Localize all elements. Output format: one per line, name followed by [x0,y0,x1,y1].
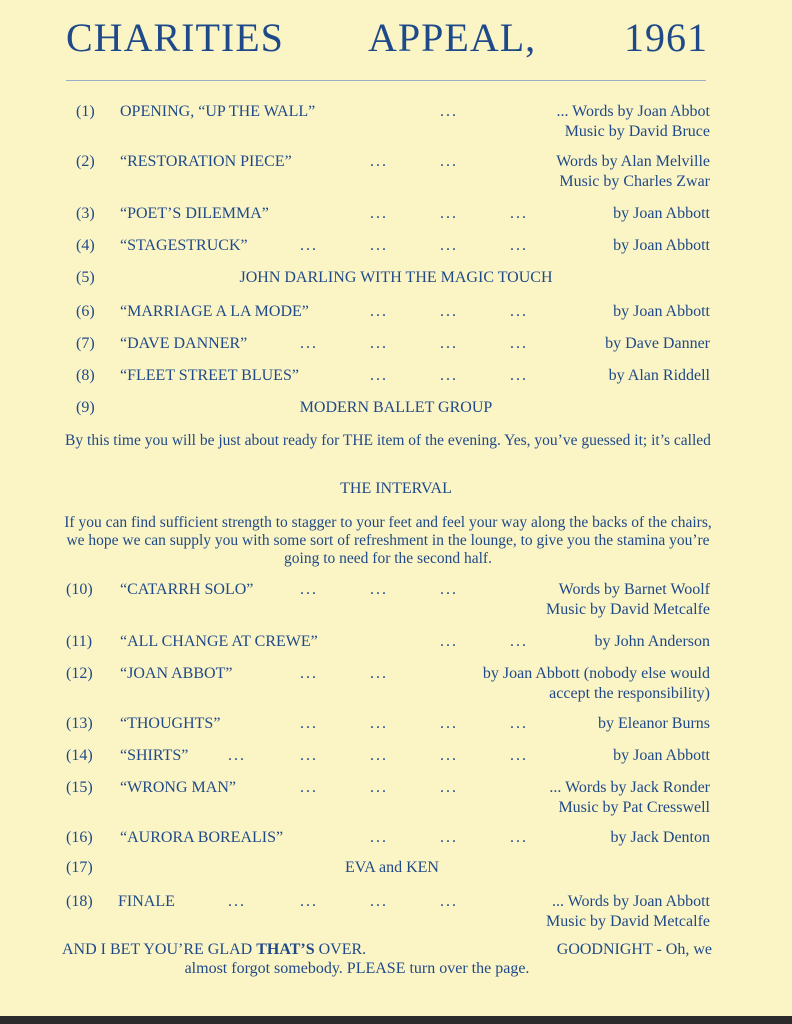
leader-dots: ... [440,335,458,352]
item-number: (10) [66,581,93,598]
leader-dots: ... [300,747,318,764]
title-divider [66,80,706,81]
item-title: “DAVE DANNER” [120,335,248,352]
item-number: (6) [76,303,95,320]
item-number: (1) [76,103,95,120]
leader-dots: ... [440,633,458,650]
item-title: FINALE [118,893,175,910]
item-credit-2: Music by David Metcalfe [546,913,710,930]
leader-dots: ... [510,303,528,320]
item-title: JOHN DARLING WITH THE MAGIC TOUCH [239,269,553,286]
item-title: “JOAN ABBOT” [120,665,233,682]
item-credit: by Dave Danner [605,335,710,352]
item-number: (13) [66,715,93,732]
page-title [64,14,714,64]
item-number: (2) [76,153,95,170]
item-number: (12) [66,665,93,682]
leader-dots: ... [300,665,318,682]
leader-dots: ... [370,303,388,320]
leader-dots: ... [440,103,458,120]
item-number: (7) [76,335,95,352]
item-credit: by Joan Abbott [613,303,710,320]
leader-dots: ... [440,153,458,170]
leader-dots: ... [228,747,246,764]
leader-dots: ... [300,893,318,910]
item-number: (4) [76,237,95,254]
item-credit: by John Anderson [594,633,710,650]
title-charities: CHARITIES [66,15,284,60]
item-credit-2: Music by David Metcalfe [546,601,710,618]
leader-dots: ... [370,829,388,846]
leader-dots: ... [300,715,318,732]
leader-dots: ... [440,237,458,254]
item-credit: by Joan Abbott [613,237,710,254]
leader-dots: ... [370,747,388,764]
leader-dots: ... [228,893,246,910]
leader-dots: ... [370,153,388,170]
leader-dots: ... [370,237,388,254]
leader-dots: ... [370,779,388,796]
item-title: “THOUGHTS” [120,715,221,732]
item-title: “CATARRH SOLO” [120,581,254,598]
item-credit: by Joan Abbott [613,747,710,764]
leader-dots: ... [300,335,318,352]
title-year: 1961 [624,15,708,60]
leader-dots: ... [510,747,528,764]
closing-line-1 [62,940,366,959]
leader-dots: ... [440,715,458,732]
leader-dots: ... [370,893,388,910]
closing-line-2: almost forgot somebody. PLEASE turn over the page. [184,960,530,977]
leader-dots: ... [300,237,318,254]
leader-dots: ... [440,303,458,320]
item-title: “SHIRTS” [120,747,189,764]
title-appeal: APPEAL, [368,15,537,60]
leader-dots: ... [440,581,458,598]
item-credit-2: accept the responsibility) [549,685,710,702]
leader-dots: ... [440,205,458,222]
leader-dots: ... [370,581,388,598]
item-credit: by Alan Riddell [608,367,710,384]
item-title: “RESTORATION PIECE” [120,153,292,170]
leader-dots: ... [370,335,388,352]
item-credit-2: Music by Charles Zwar [559,173,710,190]
interval-note: If you can find sufficient strength to stagger to your feet and feel your way along the backs of the chairs, we hope we can supply you with some sort of refreshment in the lounge, to give you the stamina you’re going to need for the second half. [64,514,712,567]
leader-dots: ... [440,747,458,764]
leader-dots: ... [510,715,528,732]
item-number: (17) [66,859,93,876]
item-credit: by Jack Denton [610,829,710,846]
leader-dots: ... [370,665,388,682]
item-credit: by Joan Abbott [613,205,710,222]
goodnight-text: GOODNIGHT - Oh, we [556,941,712,958]
item-number: (18) [66,893,93,910]
item-title: “WRONG MAN” [120,779,236,796]
item-title: “FLEET STREET BLUES” [120,367,299,384]
item-number: (3) [76,205,95,222]
item-title: “MARRIAGE A LA MODE” [120,303,309,320]
leader-dots: ... [300,581,318,598]
item-number: (9) [76,399,95,416]
item-title: “ALL CHANGE AT CREWE” [120,633,318,650]
item-number: (14) [66,747,93,764]
closing-bold: THAT’S [256,941,315,958]
leader-dots: ... [510,205,528,222]
item-credit: by Joan Abbott (nobody else would [482,665,710,682]
closing-note [62,940,712,978]
leader-dots: ... [440,829,458,846]
leader-dots: ... [300,779,318,796]
closing-part-1: AND I BET YOU’RE GLAD [62,941,253,958]
leader-dots: ... [370,367,388,384]
item-number: (11) [66,633,93,650]
item-title: “STAGESTRUCK” [120,237,248,254]
item-credit: by Eleanor Burns [598,715,710,732]
leader-dots: ... [510,237,528,254]
leader-dots: ... [370,715,388,732]
item-title: “AURORA BOREALIS” [120,829,284,846]
item-credit: ... Words by Jack Ronder [549,779,710,796]
interval-heading: THE INTERVAL [340,480,452,497]
item-number: (15) [66,779,93,796]
item-number: (16) [66,829,93,846]
intro-text: By this time you will be just about ready for THE item of the evening. Yes, you’ve guessed it; it’s called [65,432,711,449]
item-credit: Words by Barnet Woolf [558,581,710,598]
item-title: EVA and KEN [345,859,439,876]
item-credit-2: Music by David Bruce [564,123,710,140]
leader-dots: ... [440,779,458,796]
item-number: (5) [76,269,95,286]
item-credit: ... Words by Joan Abbot [556,103,710,120]
item-title: “POET’S DILEMMA” [120,205,269,222]
item-credit-2: Music by Pat Cresswell [558,799,710,816]
item-number: (8) [76,367,95,384]
item-credit: ... Words by Joan Abbott [552,893,710,910]
item-title: MODERN BALLET GROUP [299,399,493,416]
leader-dots: ... [510,633,528,650]
leader-dots: ... [440,367,458,384]
leader-dots: ... [440,893,458,910]
leader-dots: ... [510,829,528,846]
item-credit: Words by Alan Melville [556,153,710,170]
leader-dots: ... [510,335,528,352]
leader-dots: ... [510,367,528,384]
closing-part-2: OVER. [318,941,367,958]
leader-dots: ... [370,205,388,222]
scan-edge [0,1016,792,1024]
item-title: OPENING, “UP THE WALL” [120,103,316,120]
